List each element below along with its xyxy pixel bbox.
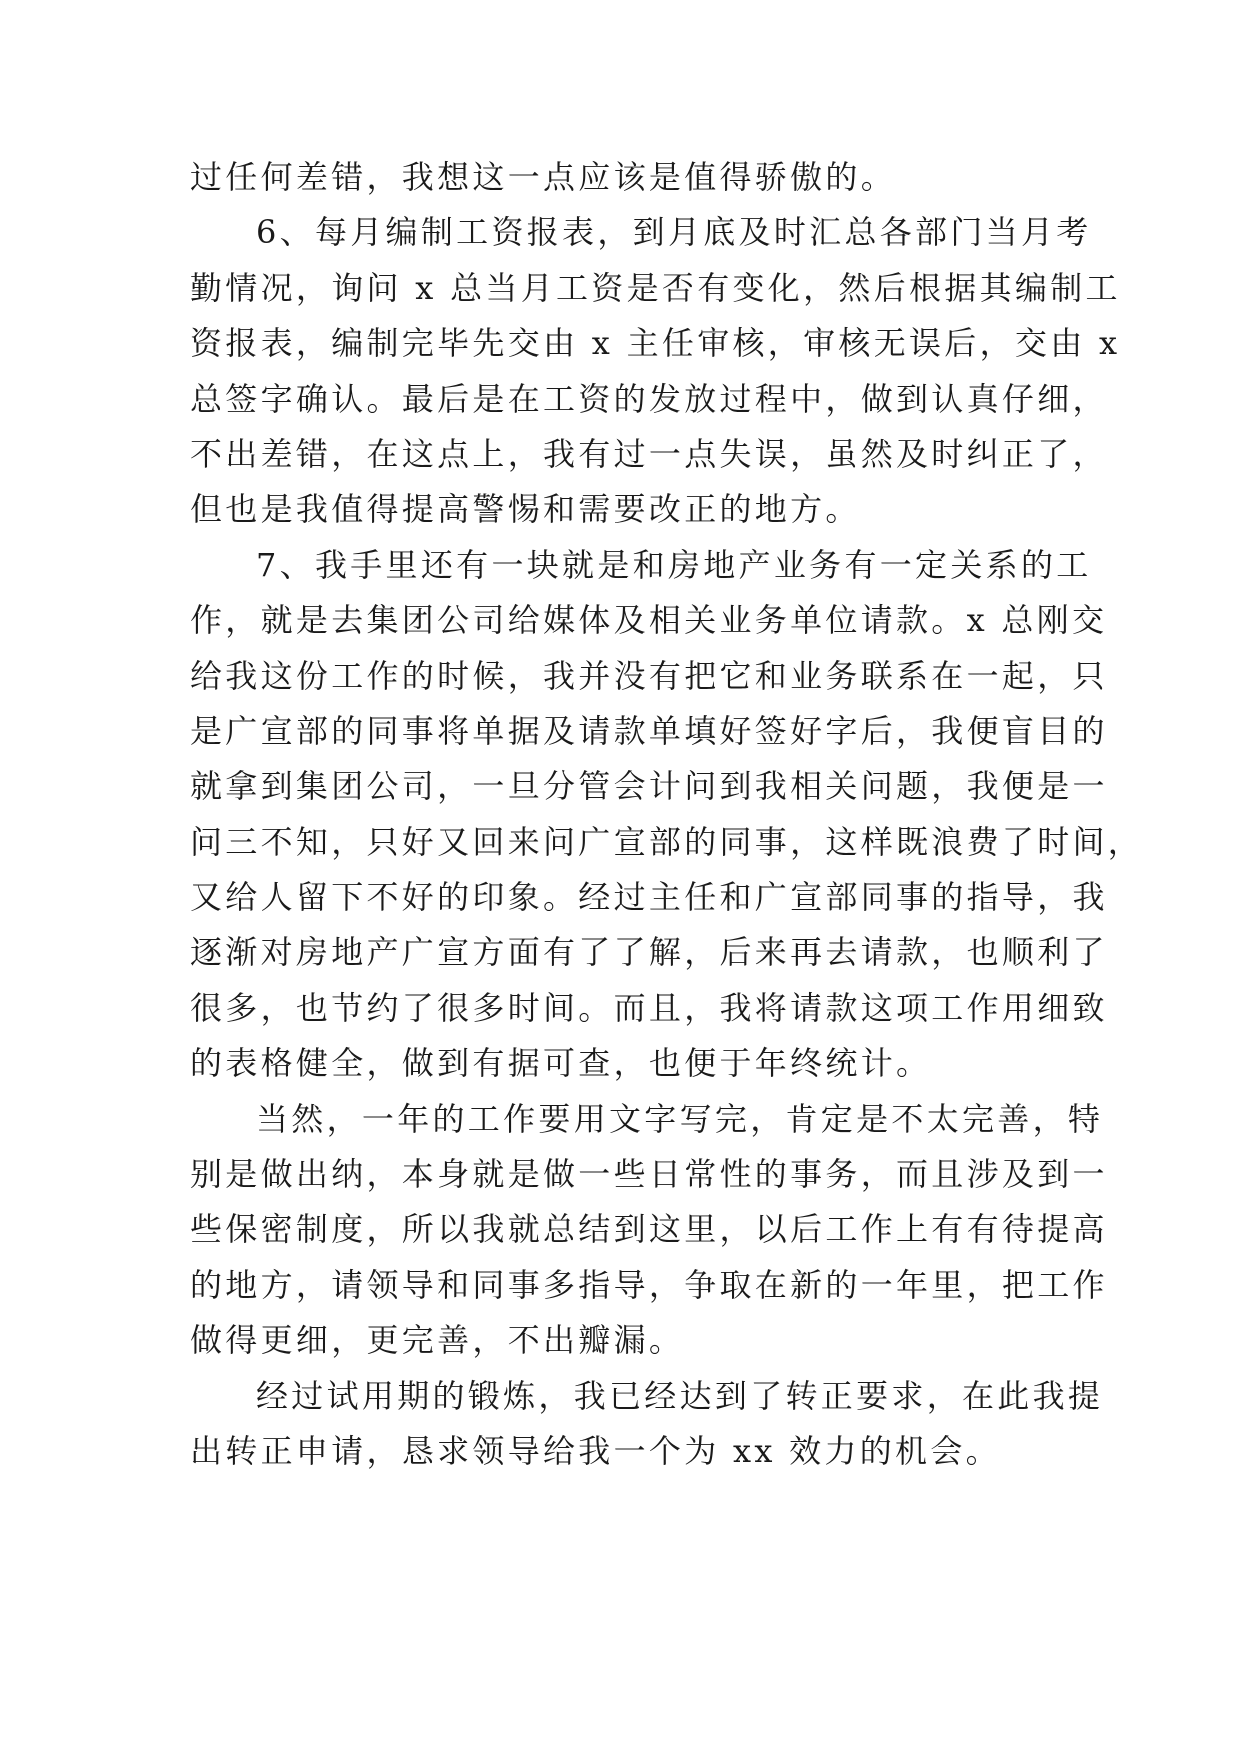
text-line: 出转正申请，恳求领导给我一个为 xx 效力的机会。 — [190, 1431, 1001, 1470]
text-line: 总签字确认。最后是在工资的发放过程中，做到认真仔细， — [190, 379, 1108, 418]
text-line: 不出差错，在这点上，我有过一点失误，虽然及时纠正了， — [190, 434, 1108, 473]
text-line: 是广宣部的同事将单据及请款单填好签好字后，我便盲目的 — [190, 711, 1108, 750]
paragraph-first-line: 当然，一年的工作要用文字写完，肯定是不太完善，特 — [256, 1099, 1104, 1138]
text-line: 但也是我值得提高警惕和需要改正的地方。 — [190, 490, 861, 529]
text-line: 的地方，请领导和同事多指导，争取在新的一年里，把工作 — [190, 1265, 1108, 1304]
text-line: 就拿到集团公司，一旦分管会计问到我相关问题，我便是一 — [190, 767, 1108, 806]
text-line: 些保密制度，所以我就总结到这里，以后工作上有有待提高 — [190, 1210, 1108, 1249]
text-line: 逐渐对房地产广宣方面有了了解，后来再去请款，也顺利了 — [190, 933, 1108, 972]
paragraph-first-line: 6、每月编制工资报表，到月底及时汇总各部门当月考 — [256, 213, 1092, 252]
text-line: 资报表，编制完毕先交由 x 主任审核，审核无误后，交由 x — [190, 324, 1121, 363]
paragraph-first-line: 经过试用期的锻炼，我已经达到了转正要求，在此我提 — [256, 1376, 1104, 1415]
text-line: 给我这份工作的时候，我并没有把它和业务联系在一起，只 — [190, 656, 1108, 695]
paragraph-first-line: 7、我手里还有一块就是和房地产业务有一定关系的工 — [256, 545, 1092, 584]
document-body — [190, 150, 1144, 1479]
text-line: 问三不知，只好又回来问广宣部的同事，这样既浪费了时间， — [190, 822, 1144, 861]
text-line: 又给人留下不好的印象。经过主任和广宣部同事的指导，我 — [190, 878, 1108, 917]
text-line: 的表格健全，做到有据可查，也便于年终统计。 — [190, 1044, 932, 1083]
text-line: 作，就是去集团公司给媒体及相关业务单位请款。x 总刚交 — [190, 601, 1108, 640]
text-line: 勤情况，询问 x 总当月工资是否有变化，然后根据其编制工 — [190, 268, 1121, 307]
text-line: 过任何差错，我想这一点应该是值得骄傲的。 — [190, 158, 897, 196]
text-line: 很多，也节约了很多时间。而且，我将请款这项工作用细致 — [190, 988, 1108, 1027]
text-line: 别是做出纳，本身就是做一些日常性的事务，而且涉及到一 — [190, 1155, 1108, 1194]
text-line: 做得更细，更完善，不出瓣漏。 — [190, 1321, 685, 1360]
